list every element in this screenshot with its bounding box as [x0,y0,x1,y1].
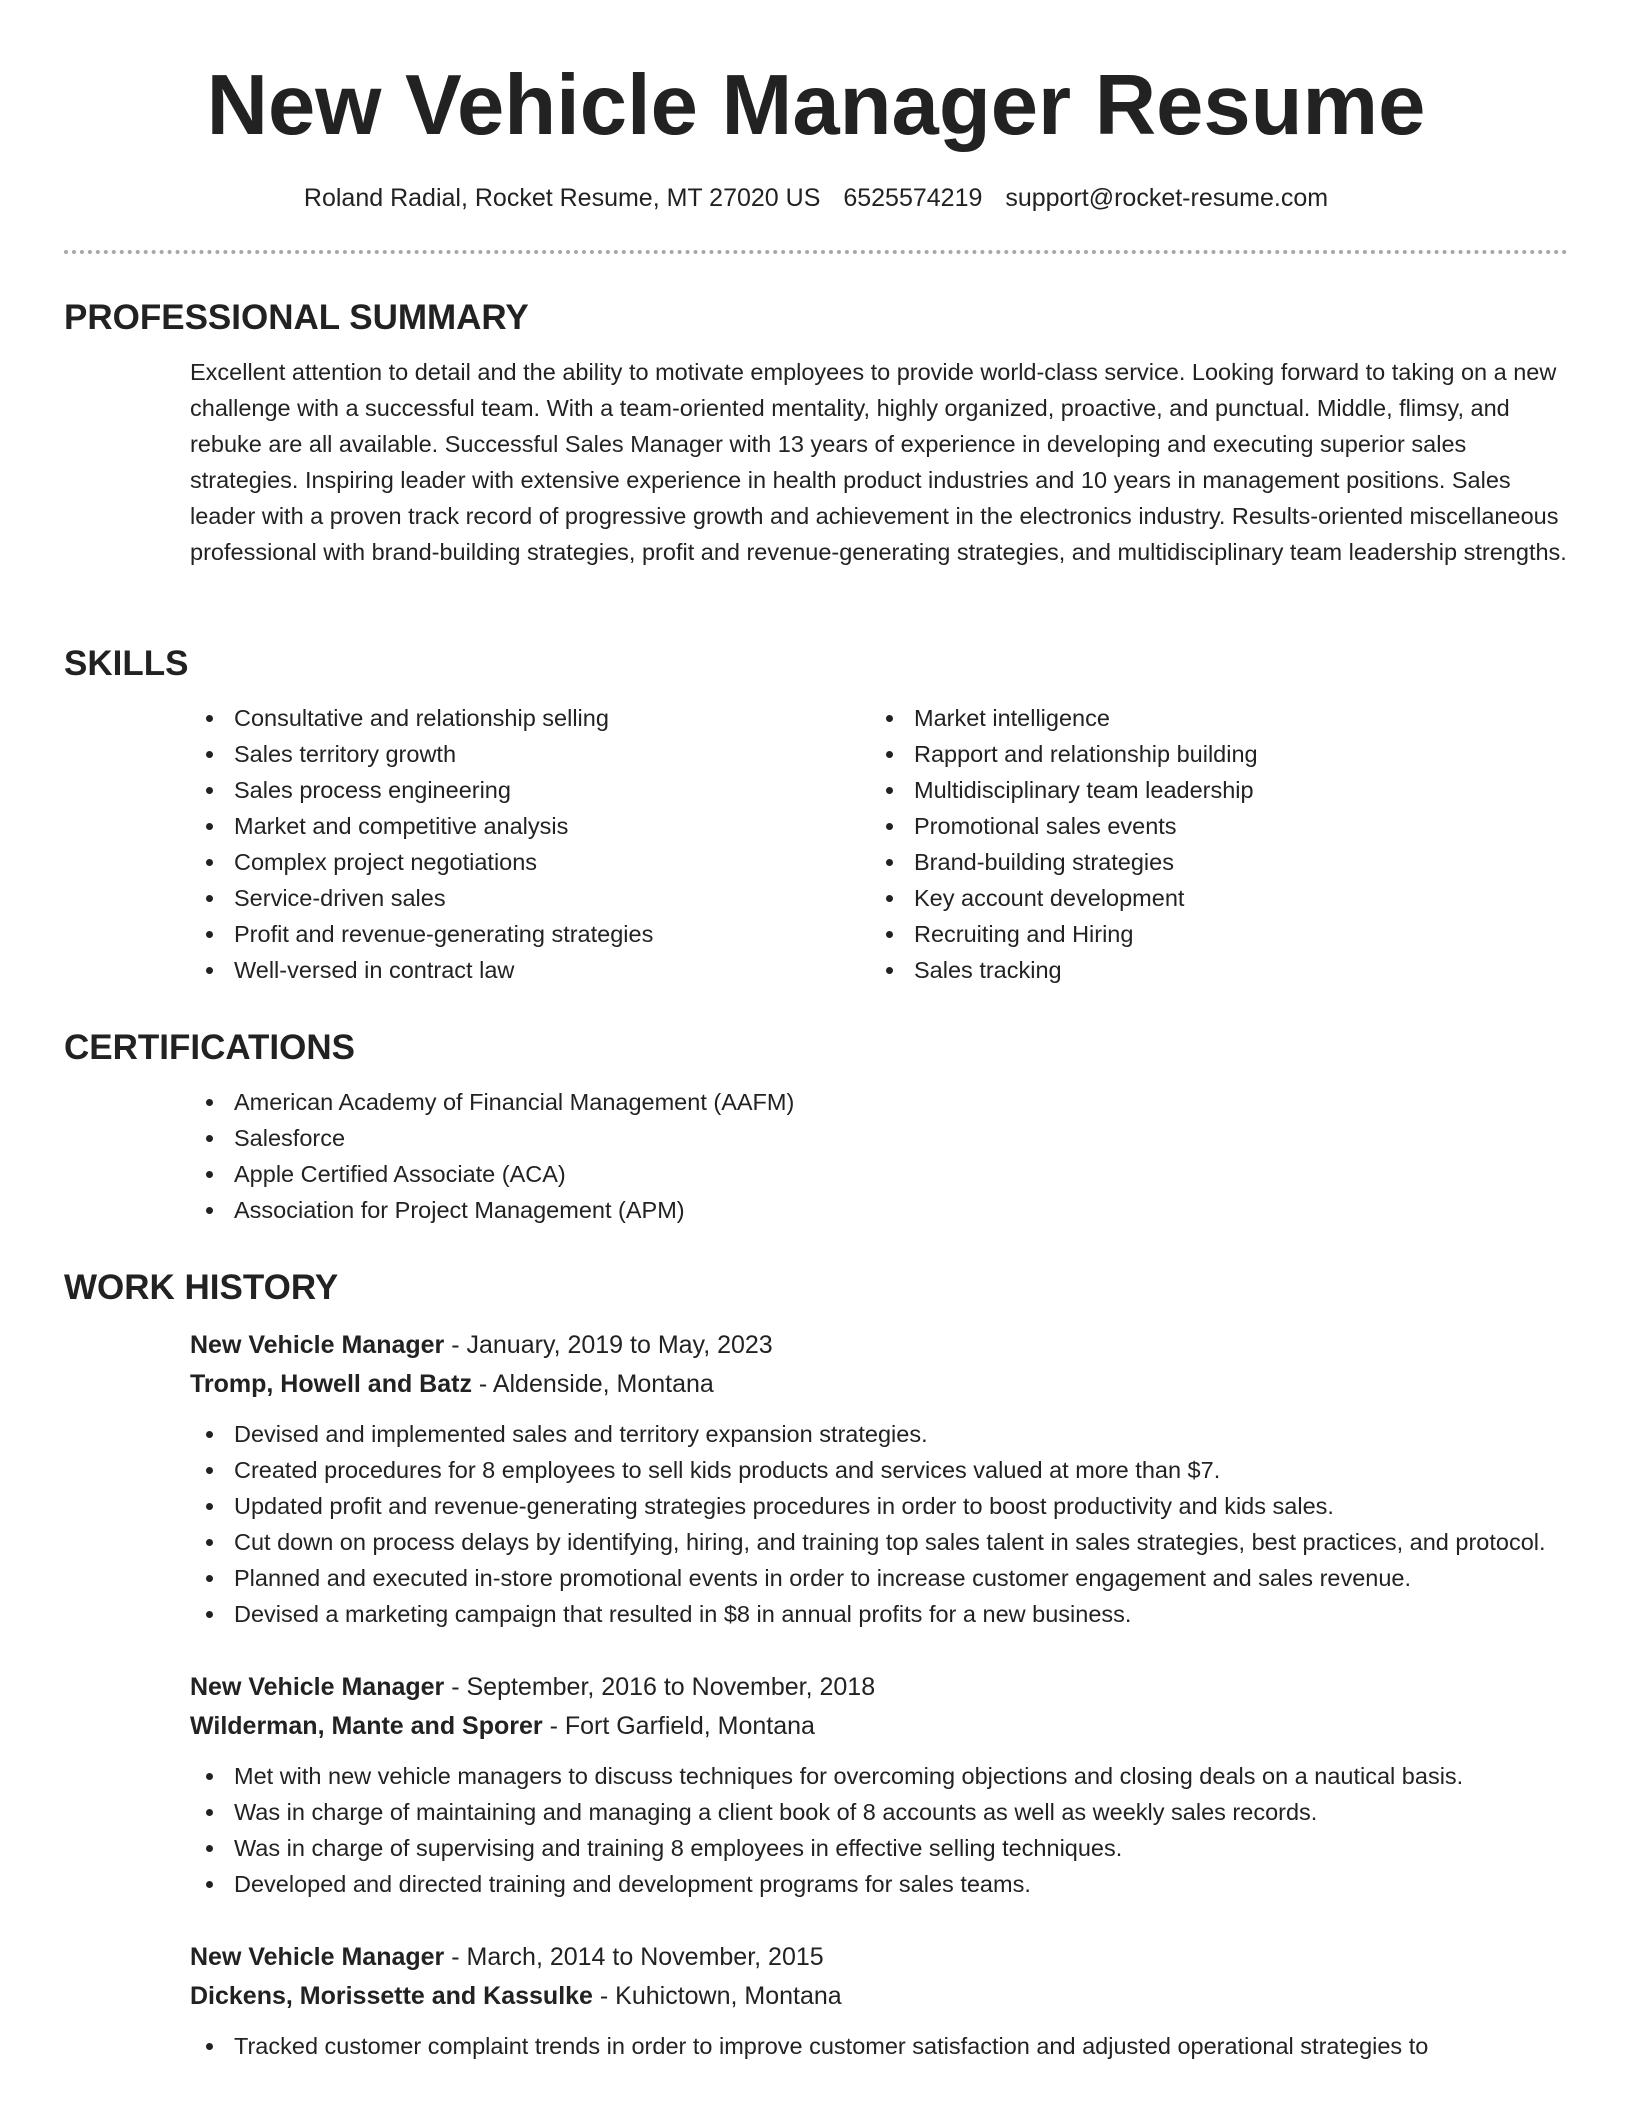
skill-item: Service-driven sales [190,880,870,916]
contact-line [0,180,1632,216]
job-location: - Fort Garfield, Montana [542,1712,815,1740]
job-entry [190,1326,1568,1632]
certifications-section [64,1026,1568,1228]
job-company-line [190,1977,1568,2016]
job-bullet: Met with new vehicle managers to discuss techniques for overcoming objections and closing deals on a nautical basis. [190,1758,1568,1794]
skill-item: Market intelligence [870,700,1550,736]
job-bullet: Developed and directed training and development programs for sales teams. [190,1866,1568,1902]
skill-item: Sales process engineering [190,772,870,808]
summary-section [64,296,1568,570]
skill-item: Consultative and relationship selling [190,700,870,736]
job-entry [190,1668,1568,1902]
skill-item: Recruiting and Hiring [870,916,1550,952]
resume-title: New Vehicle Manager Resume [206,58,1426,153]
certifications-body [190,1084,1568,1228]
skill-item: Key account development [870,880,1550,916]
skill-item: Promotional sales events [870,808,1550,844]
work-history-section [64,1266,1568,2064]
job-bullet: Created procedures for 8 employees to sell kids products and services valued at more than $7. [190,1452,1568,1488]
job-company: Dickens, Morissette and Kassulke [190,1982,593,2010]
certification-item: Apple Certified Associate (ACA) [190,1156,1568,1192]
skills-list-left [190,700,870,988]
job-title: New Vehicle Manager [190,1943,445,1971]
job-bullet: Was in charge of maintaining and managing a client book of 8 accounts as well as weekly sales records. [190,1794,1568,1830]
job-bullet: Devised and implemented sales and territory expansion strategies. [190,1416,1568,1452]
skills-section [64,642,1568,988]
job-bullet: Updated profit and revenue-generating strategies procedures in order to boost productivity and kids sales. [190,1488,1568,1524]
job-bullet: Cut down on process delays by identifying, hiring, and training top sales talent in sales strategies, best practices, and protocol. [190,1524,1568,1560]
skills-columns [190,686,1568,988]
job-title-line [190,1326,1568,1365]
job-company: Tromp, Howell and Batz [190,1370,472,1398]
job-bullets [190,2028,1568,2064]
summary-heading: PROFESSIONAL SUMMARY [64,298,529,337]
skill-item: Sales territory growth [190,736,870,772]
certifications-list [190,1084,1568,1228]
certification-item: Salesforce [190,1120,1568,1156]
skill-item: Sales tracking [870,952,1550,988]
skill-item: Well-versed in contract law [190,952,870,988]
skill-item: Rapport and relationship building [870,736,1550,772]
header-divider [64,250,1568,254]
job-bullet: Planned and executed in-store promotional events in order to increase customer engagement and sales revenue. [190,1560,1568,1596]
skills-heading: SKILLS [64,644,189,683]
contact-address: Roland Radial, Rocket Resume, MT 27020 US [303,184,821,212]
job-company-line [190,1365,1568,1404]
contact-phone: 6525574219 [843,184,983,212]
job-company-line [190,1707,1568,1746]
job-dates: - March, 2014 to November, 2015 [444,1943,824,1971]
work-history-heading: WORK HISTORY [64,1268,339,1307]
job-company: Wilderman, Mante and Sporer [190,1712,543,1740]
job-title: New Vehicle Manager [190,1331,445,1359]
summary-text: Excellent attention to detail and the ability to motivate employees to provide world-class service. Looking forward to taking on a new challenge with a successful team. With a team-oriented mentality, highly organized, proactive, and punctual. Middle, flimsy, and rebuke are all available. Successful Sales Manager with 13 years of experience in developing and executing superior sales strategies. Inspiring leader with extensive experience in health product industries and 10 years in management positions. Sales leader with a proven track record of progressive growth and achievement in the electronics industry. Results-oriented miscellaneous professional with brand-building strategies, profit and revenue-generating strategies, and multidisciplinary team leadership strengths. [190,359,1567,565]
contact-email: support@rocket-resume.com [1005,184,1329,212]
skill-item: Complex project negotiations [190,844,870,880]
certification-item: American Academy of Financial Management (AAFM) [190,1084,1568,1120]
job-dates: - September, 2016 to November, 2018 [444,1673,876,1701]
skill-item: Multidisciplinary team leadership [870,772,1550,808]
skill-item: Market and competitive analysis [190,808,870,844]
job-location: - Aldenside, Montana [471,1370,714,1398]
job-entry [190,1938,1568,2064]
job-bullet: Devised a marketing campaign that resulted in $8 in annual profits for a new business. [190,1596,1568,1632]
job-title: New Vehicle Manager [190,1673,445,1701]
job-bullets [190,1416,1568,1632]
job-bullet: Was in charge of supervising and training 8 employees in effective selling techniques. [190,1830,1568,1866]
skill-item: Brand-building strategies [870,844,1550,880]
certification-item: Association for Project Management (APM) [190,1192,1568,1228]
job-bullet: Tracked customer complaint trends in order to improve customer satisfaction and adjusted operational strategies to [190,2028,1568,2064]
job-location: - Kuhictown, Montana [592,1982,842,2010]
job-dates: - January, 2019 to May, 2023 [444,1331,773,1359]
skill-item: Profit and revenue-generating strategies [190,916,870,952]
certifications-heading: CERTIFICATIONS [64,1028,356,1067]
job-bullets [190,1758,1568,1902]
job-title-line [190,1938,1568,1977]
skills-list-right [870,700,1550,988]
job-title-line [190,1668,1568,1707]
work-history-body [190,1326,1568,2064]
